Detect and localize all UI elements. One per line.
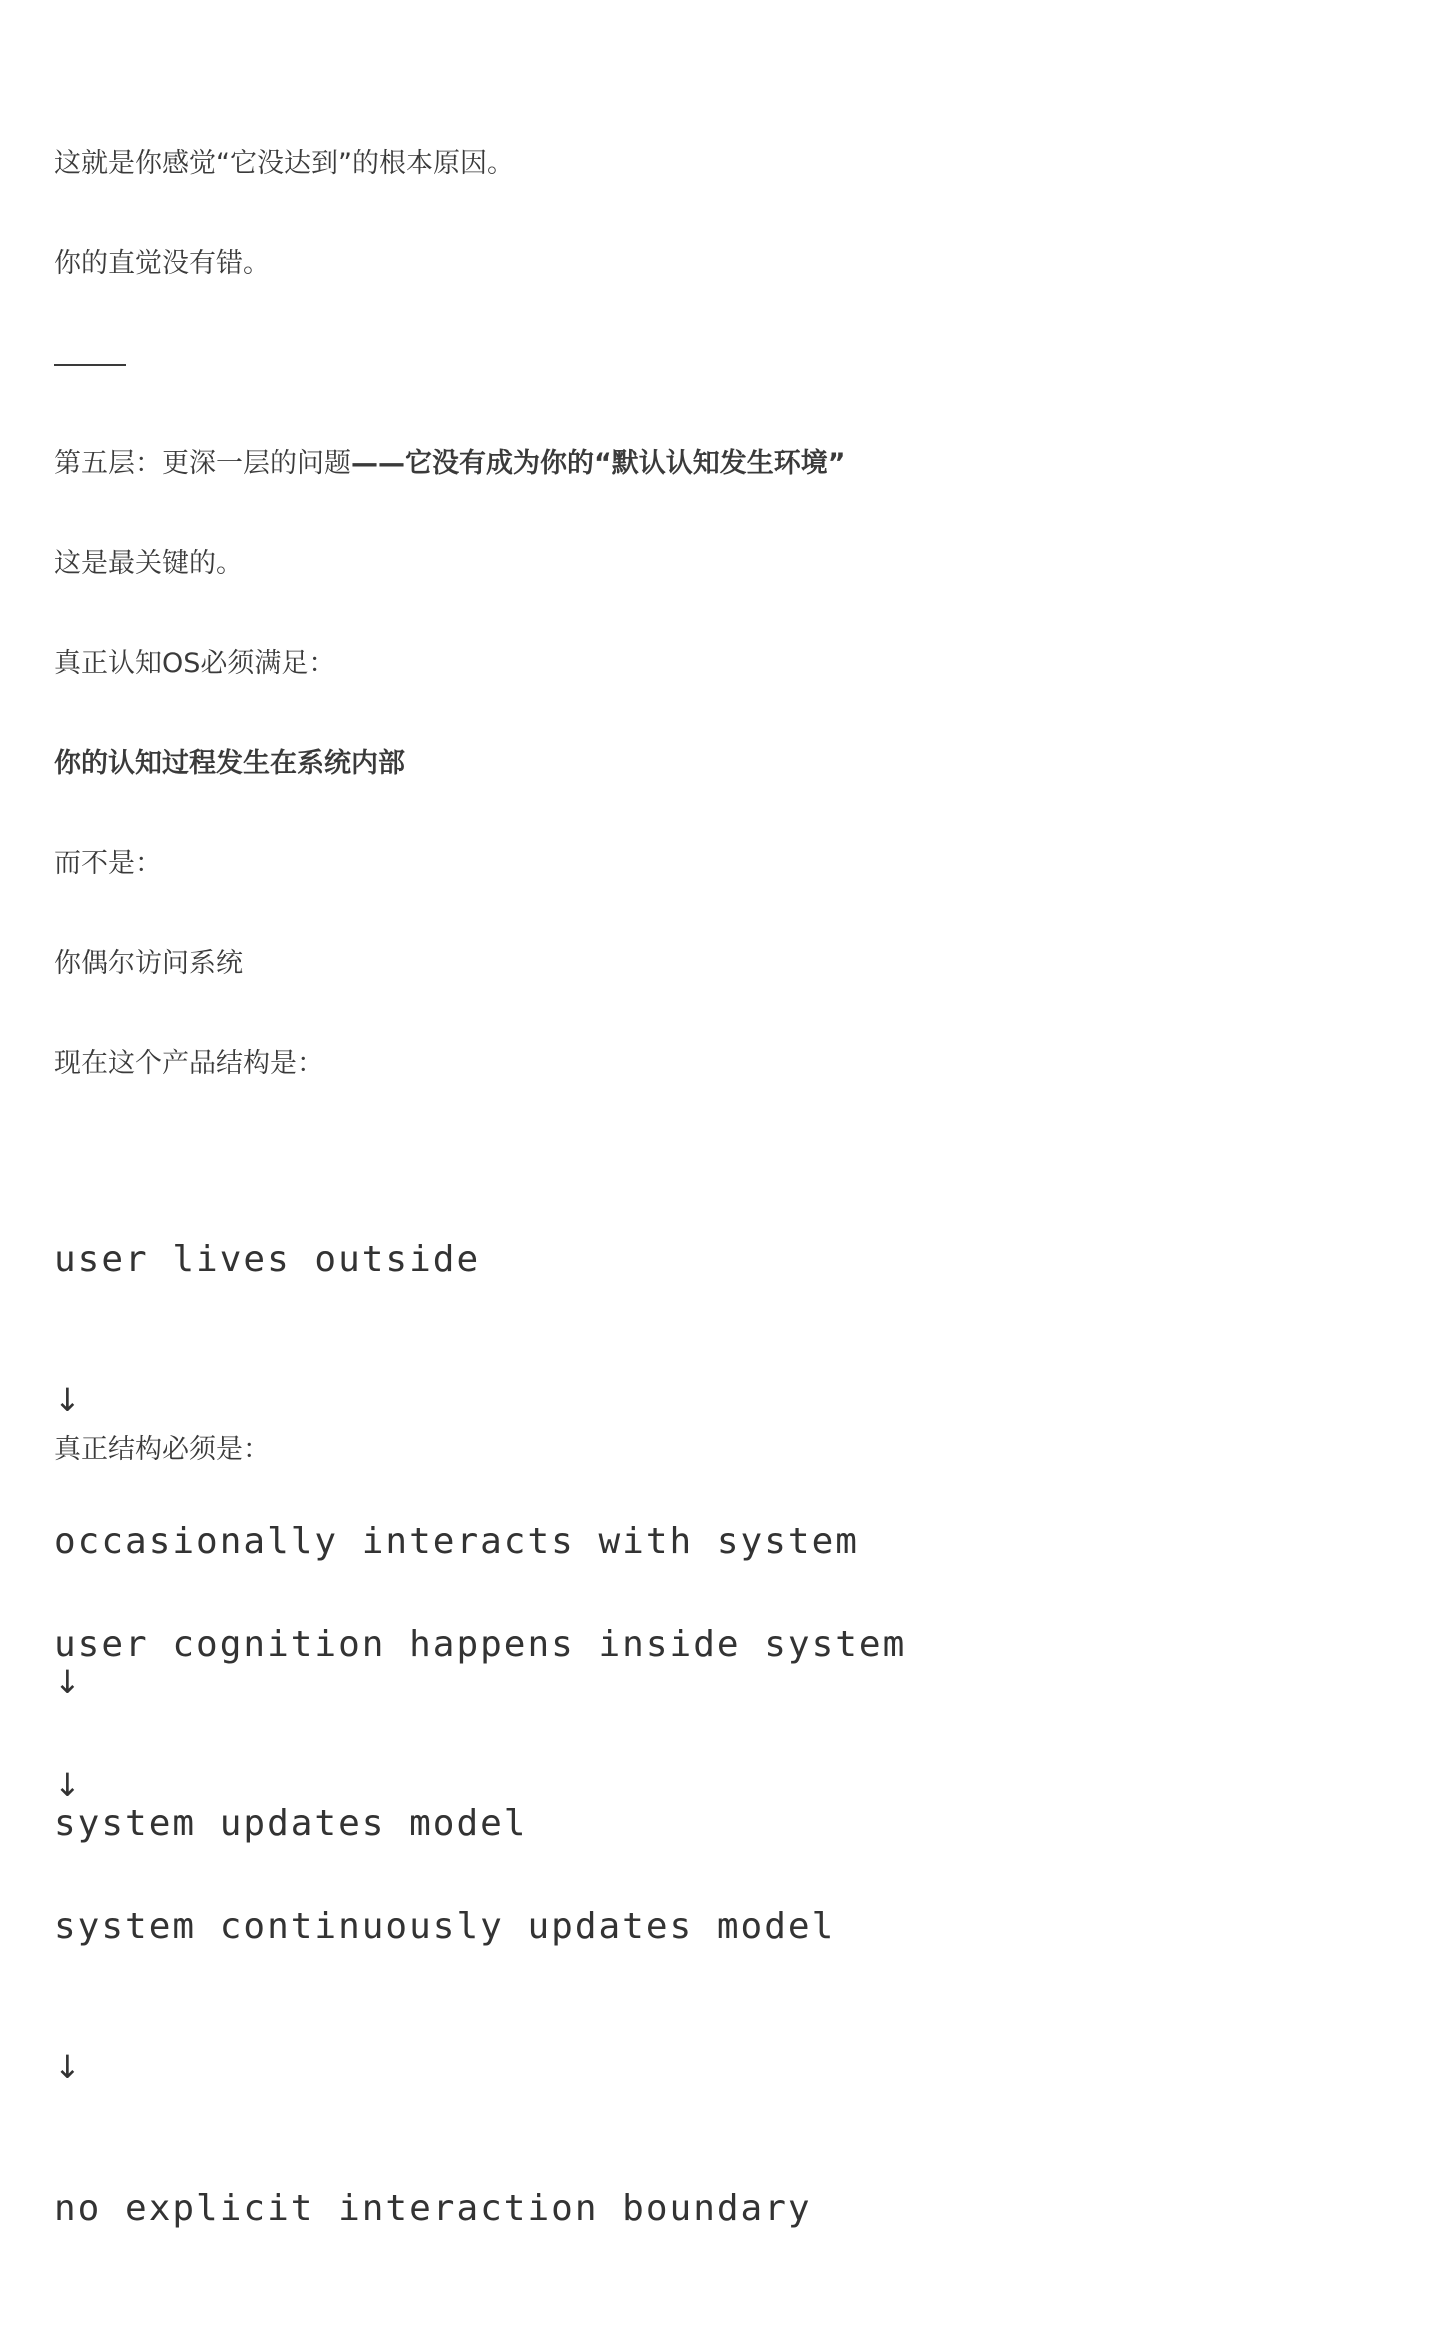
paragraph-intuition: 你的直觉没有错。 [54, 248, 270, 279]
down-arrow-icon: ↓ [54, 1766, 81, 1804]
heading-prefix: 第五层：更深一层的问题 [54, 448, 351, 479]
paragraph-current-structure: 现在这个产品结构是： [54, 1048, 324, 1079]
paragraph-root-cause: 这就是你感觉“它没达到”的根本原因。 [54, 148, 514, 179]
paragraph-required-structure: 真正结构必须是： [54, 1434, 270, 1465]
paragraph-bold-statement: 你的认知过程发生在系统内部 [54, 748, 405, 779]
down-arrow-icon: ↓ [54, 2048, 81, 2086]
code-line: user cognition happens inside system [54, 1624, 907, 1665]
section-heading-layer-five [54, 446, 846, 482]
code-line: system continuously updates model [54, 1906, 836, 1947]
down-arrow-icon: ↓ [54, 1663, 81, 1701]
section-divider [54, 364, 126, 366]
paragraph-rather-than: 而不是： [54, 848, 162, 879]
paragraph-occasional-access: 你偶尔访问系统 [54, 948, 243, 979]
code-line: no explicit interaction boundary [54, 2188, 812, 2229]
code-line: system updates model [54, 1803, 528, 1844]
paragraph-most-critical: 这是最关键的。 [54, 548, 243, 579]
code-line: occasionally interacts with system [54, 1521, 859, 1562]
code-block-required-structure [54, 1527, 906, 2326]
paragraph-requirement: 真正认知OS必须满足： [54, 648, 336, 679]
code-line: user lives outside [54, 1239, 481, 1280]
down-arrow-icon: ↓ [54, 1381, 81, 1419]
heading-emphasis: ——它没有成为你的“默认认知发生环境” [351, 448, 846, 479]
